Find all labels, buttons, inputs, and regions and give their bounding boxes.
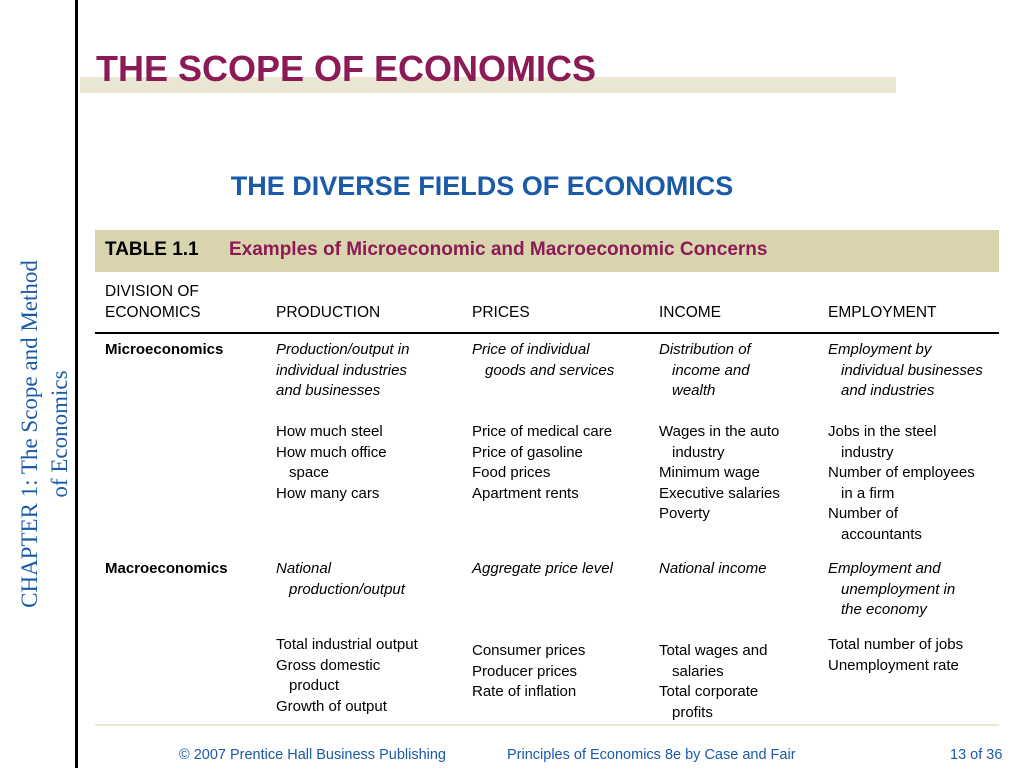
column-header-division-line1: DIVISION OF bbox=[105, 283, 199, 300]
list-item: National bbox=[276, 560, 332, 577]
list-item: space bbox=[289, 464, 330, 481]
list-item: Executive salaries bbox=[659, 484, 780, 502]
column-header-income: INCOME bbox=[659, 304, 721, 321]
list-item: Apartment rents bbox=[472, 484, 579, 502]
list-item: Number of employees bbox=[828, 464, 975, 481]
table-title: Examples of Microeconomic and Macroeconomic Concerns bbox=[229, 239, 768, 260]
list-item: individual industries bbox=[276, 361, 407, 379]
table-bottom-rule bbox=[95, 724, 999, 726]
column-header-division bbox=[105, 281, 201, 323]
list-item: income and bbox=[672, 361, 750, 379]
list-item: accountants bbox=[841, 525, 922, 543]
list-item: How much steel bbox=[276, 423, 383, 440]
header-rule bbox=[95, 332, 999, 334]
micro-production-concept bbox=[276, 340, 409, 402]
list-item: Number of bbox=[828, 505, 899, 522]
list-item: Total number of jobs bbox=[828, 636, 964, 653]
list-item: Growth of output bbox=[276, 697, 387, 715]
list-item: Price of gasoline bbox=[472, 443, 583, 461]
list-item: Jobs in the steel bbox=[828, 423, 937, 440]
footer-book-title: Principles of Economics 8e by Case and Fair bbox=[507, 747, 796, 763]
footer-page-number: 13 of 36 bbox=[950, 747, 1003, 763]
list-item: Total corporate bbox=[659, 683, 759, 700]
list-item: Price of medical care bbox=[472, 423, 613, 440]
list-item: National income bbox=[659, 560, 767, 577]
list-item: salaries bbox=[672, 662, 724, 680]
list-item: How much office bbox=[276, 443, 387, 461]
micro-income-concept bbox=[659, 340, 751, 402]
list-item: product bbox=[289, 677, 340, 694]
micro-employment-concept bbox=[828, 340, 983, 402]
micro-prices-examples bbox=[472, 422, 612, 504]
row-label-macroeconomics: Macroeconomics bbox=[105, 560, 228, 577]
macro-income-examples bbox=[659, 641, 767, 723]
micro-prices-concept bbox=[472, 340, 614, 381]
column-header-production: PRODUCTION bbox=[276, 304, 381, 321]
list-item: in a firm bbox=[841, 484, 895, 502]
list-item: Aggregate price level bbox=[472, 560, 613, 577]
list-item: Employment by bbox=[828, 341, 932, 358]
list-item: unemployment in bbox=[841, 580, 956, 598]
list-item: Poverty bbox=[659, 505, 710, 522]
list-item: industry bbox=[672, 443, 725, 461]
footer-copyright: © 2007 Prentice Hall Business Publishing bbox=[179, 747, 446, 763]
slide-subtitle-text: THE DIVERSE FIELDS OF ECONOMICS bbox=[230, 171, 734, 201]
list-item: Unemployment rate bbox=[828, 656, 959, 674]
table-caption bbox=[95, 230, 999, 272]
slide-subtitle bbox=[0, 171, 1024, 202]
list-item: Producer prices bbox=[472, 662, 578, 680]
list-item: Total wages and bbox=[659, 642, 768, 659]
list-item: production/output bbox=[289, 580, 405, 598]
list-item: wealth bbox=[672, 382, 716, 399]
list-item: Gross domestic bbox=[276, 656, 381, 674]
micro-production-examples bbox=[276, 422, 387, 504]
list-item: and businesses bbox=[276, 382, 381, 399]
macro-employment-examples bbox=[828, 635, 963, 676]
list-item: Production/output in bbox=[276, 341, 410, 358]
list-item: Employment and bbox=[828, 560, 941, 577]
list-item: How many cars bbox=[276, 484, 380, 502]
micro-employment-examples bbox=[828, 422, 975, 545]
micro-income-examples bbox=[659, 422, 780, 525]
list-item: industry bbox=[841, 443, 894, 461]
list-item: Minimum wage bbox=[659, 464, 760, 481]
chapter-title-line1: CHAPTER 1: The Scope and Method bbox=[17, 260, 42, 608]
slide-title: THE SCOPE OF ECONOMICS bbox=[96, 48, 597, 89]
list-item: goods and services bbox=[485, 361, 615, 379]
macro-prices-examples bbox=[472, 641, 585, 703]
macro-income-concept bbox=[659, 559, 767, 580]
list-item: Total industrial output bbox=[276, 636, 418, 653]
macro-employment-concept bbox=[828, 559, 955, 621]
row-label-microeconomics: Microeconomics bbox=[105, 341, 224, 358]
column-header-employment: EMPLOYMENT bbox=[828, 304, 937, 321]
chapter-title-line2: of Economics bbox=[47, 370, 72, 498]
column-header-division-line2: ECONOMICS bbox=[105, 304, 201, 321]
column-header-prices: PRICES bbox=[472, 304, 530, 321]
list-item: individual businesses bbox=[841, 361, 983, 379]
list-item: Distribution of bbox=[659, 341, 751, 358]
list-item: profits bbox=[672, 703, 713, 721]
table-label: TABLE 1.1 bbox=[105, 239, 199, 260]
list-item: Rate of inflation bbox=[472, 683, 577, 700]
macro-prices-concept bbox=[472, 559, 613, 580]
list-item: the economy bbox=[841, 601, 927, 618]
macro-production-examples bbox=[276, 635, 418, 717]
list-item: Food prices bbox=[472, 464, 551, 481]
list-item: Wages in the auto bbox=[659, 423, 780, 440]
macro-production-concept bbox=[276, 559, 405, 600]
list-item: and industries bbox=[841, 382, 935, 399]
list-item: Price of individual bbox=[472, 341, 590, 358]
chapter-sidebar bbox=[0, 0, 90, 768]
list-item: Consumer prices bbox=[472, 642, 586, 659]
